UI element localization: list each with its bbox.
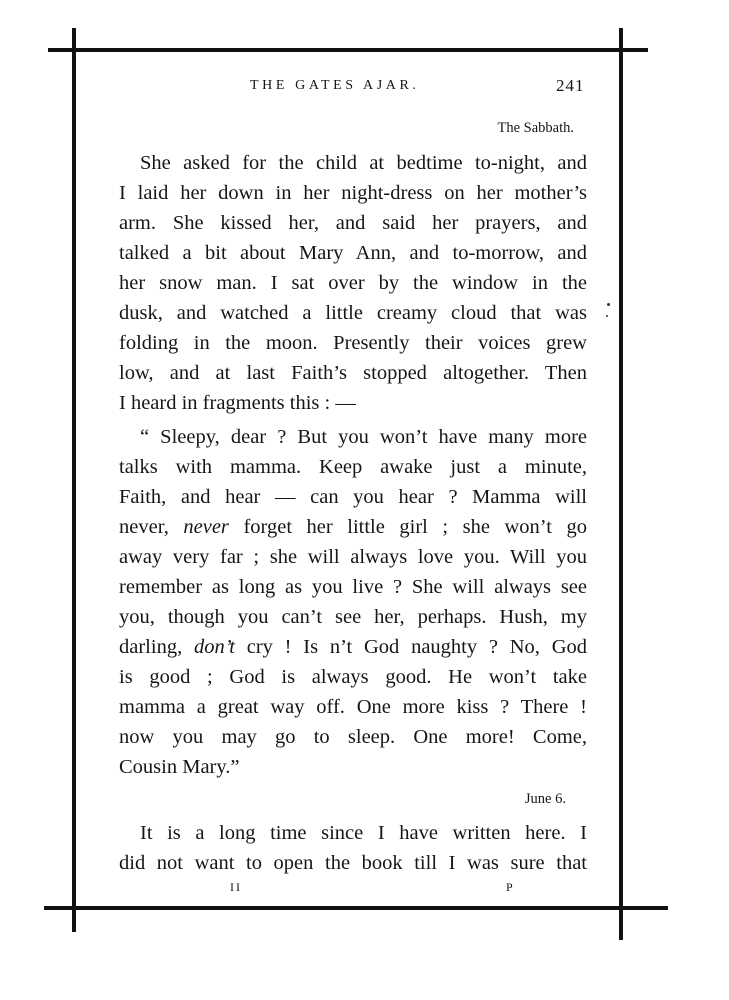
- text-line: She asked for the child at bedtime to-night, and: [140, 152, 587, 174]
- text-line: dusk, and watched a little creamy cloud that was: [119, 302, 587, 324]
- text-line: [119, 632, 587, 662]
- emphasis: don’t: [193, 636, 235, 658]
- text-line: away very far ; she will always love you. Will you: [119, 546, 587, 568]
- text-fragment: never,: [119, 516, 184, 538]
- signature-mark-left: II: [230, 880, 242, 894]
- text-line: you, though you can’t see her, perhaps. Hush, my: [119, 606, 587, 628]
- text-line: now you may go to sleep. One more! Come,: [119, 726, 587, 748]
- text-line: It is a long time since I have written here. I: [140, 822, 587, 844]
- emphasis: never: [183, 516, 229, 538]
- text-line: talks with mamma. Keep awake just a minute,: [119, 456, 587, 478]
- text-line: is good ; God is always good. He won’t take: [119, 666, 587, 688]
- text-line: [119, 512, 587, 542]
- bottom-border-rule: [44, 906, 668, 910]
- right-border-rule: [619, 28, 623, 940]
- text-line: I laid her down in her night-dress on her mother’s: [119, 182, 587, 204]
- text-fragment: forget her little girl ; she won’t go: [228, 516, 587, 538]
- page-speck: [607, 303, 610, 306]
- text-line: did not want to open the book till I was sure that: [119, 852, 587, 874]
- left-border-rule: [72, 28, 76, 932]
- text-line: low, and at last Faith’s stopped altogether. Then: [119, 362, 587, 384]
- page-speck: [606, 315, 608, 317]
- text-line: Cousin Mary.”: [119, 756, 240, 778]
- signature-mark-right: P: [506, 880, 515, 894]
- page-number: 241: [556, 76, 585, 95]
- text-line: remember as long as you live ? She will always see: [119, 576, 587, 598]
- text-line: mamma a great way off. One more kiss ? There !: [119, 696, 587, 718]
- text-line: folding in the moon. Presently their voices grew: [119, 332, 587, 354]
- text-line: Faith, and hear — can you hear ? Mamma will: [119, 486, 587, 508]
- text-line: I heard in fragments this : —: [119, 392, 356, 414]
- running-head: THE GATES AJAR.: [250, 78, 420, 93]
- text-line: her snow man. I sat over by the window in the: [119, 272, 587, 294]
- side-note: The Sabbath.: [497, 120, 574, 136]
- date-note: June 6.: [524, 791, 566, 807]
- text-line: talked a bit about Mary Ann, and to-morrow, and: [119, 242, 587, 264]
- text-line: “ Sleepy, dear ? But you won’t have many more: [140, 426, 587, 448]
- top-border-rule: [48, 48, 648, 52]
- text-fragment: darling,: [119, 636, 194, 658]
- text-line: arm. She kissed her, and said her prayers, and: [119, 212, 587, 234]
- text-fragment: cry ! Is n’t God naughty ? No, God: [234, 636, 587, 658]
